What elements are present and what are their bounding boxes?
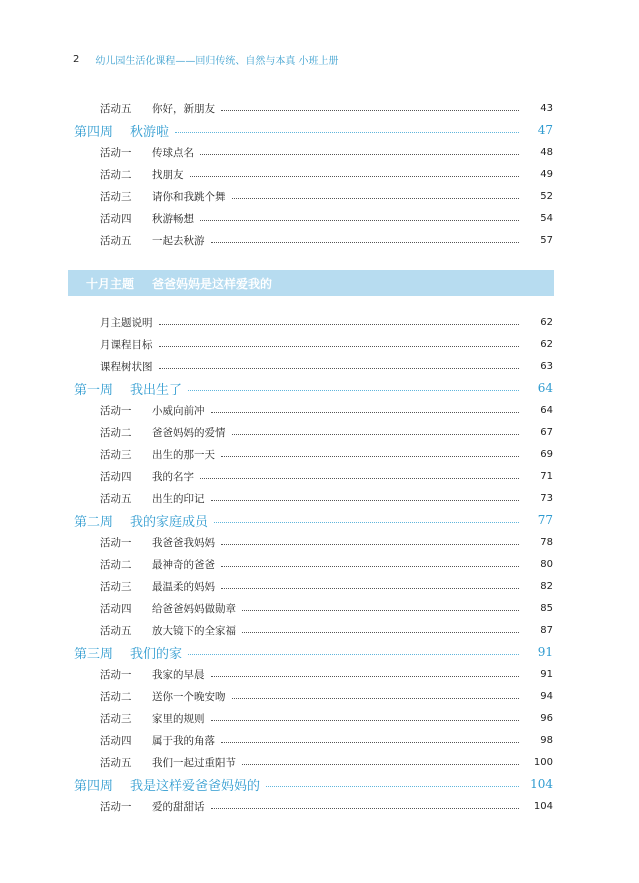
toc-week-entry — [0, 643, 639, 661]
leader-dots — [211, 242, 520, 243]
entry-page-number: 43 — [540, 102, 553, 114]
entry-title: 我们一起过重阳节 — [152, 756, 236, 769]
leader-dots — [190, 176, 520, 177]
entry-title: 最神奇的爸爸 — [152, 558, 215, 571]
toc-activity-entry — [0, 401, 639, 419]
toc-activity-entry — [0, 555, 639, 573]
entry-title: 家里的规则 — [152, 712, 205, 725]
entry-page-number: 62 — [540, 338, 553, 350]
entry-title: 我是这样爱爸爸妈妈的 — [130, 778, 261, 794]
leader-dots — [200, 154, 519, 155]
entry-page-number: 57 — [540, 234, 553, 246]
leader-dots — [211, 500, 520, 501]
entry-page-number: 87 — [540, 624, 553, 636]
toc-activity-entry — [0, 621, 639, 639]
toc-activity-entry — [0, 467, 639, 485]
entry-label: 活动二 — [100, 426, 132, 439]
entry-title: 最温柔的妈妈 — [152, 580, 215, 593]
entry-label: 活动二 — [100, 558, 132, 571]
toc-section-entry — [0, 335, 639, 353]
entry-title: 出生的那一天 — [152, 448, 215, 461]
leader-dots — [175, 132, 519, 133]
entry-label: 活动四 — [100, 470, 132, 483]
leader-dots — [221, 566, 519, 567]
entry-page-number: 47 — [537, 123, 553, 137]
leader-dots — [211, 412, 520, 413]
toc-activity-entry — [0, 599, 639, 617]
toc-activity-entry — [0, 165, 639, 183]
leader-dots — [221, 742, 519, 743]
toc-activity-entry — [0, 577, 639, 595]
entry-label: 第三周 — [74, 646, 114, 662]
toc-activity-entry — [0, 445, 639, 463]
leader-dots — [200, 220, 519, 221]
entry-page-number: 63 — [540, 360, 553, 372]
entry-label: 活动二 — [100, 168, 132, 181]
toc-week-entry — [0, 379, 639, 397]
entry-label: 活动三 — [100, 580, 132, 593]
entry-label: 活动一 — [100, 536, 132, 549]
leader-dots — [232, 434, 520, 435]
toc-section-entry — [0, 357, 639, 375]
entry-page-number: 52 — [540, 190, 553, 202]
entry-label: 活动一 — [100, 404, 132, 417]
leader-dots — [221, 110, 519, 111]
theme-banner — [68, 270, 554, 296]
toc-section-entry — [0, 313, 639, 331]
toc-activity-entry — [0, 665, 639, 683]
leader-dots — [159, 346, 520, 347]
entry-label: 活动四 — [100, 734, 132, 747]
entry-label: 活动四 — [100, 212, 132, 225]
entry-title: 爸爸妈妈的爱情 — [152, 426, 226, 439]
entry-title: 小威向前冲 — [152, 404, 205, 417]
entry-title: 秋游畅想 — [152, 212, 194, 225]
page-number: 2 — [73, 53, 80, 65]
leader-dots — [221, 588, 519, 589]
toc-activity-entry — [0, 423, 639, 441]
toc-activity-entry — [0, 797, 639, 815]
entry-label: 活动一 — [100, 146, 132, 159]
toc-week-entry — [0, 511, 639, 529]
entry-label: 活动一 — [100, 668, 132, 681]
toc-activity-entry — [0, 731, 639, 749]
toc-activity-entry — [0, 187, 639, 205]
entry-page-number: 100 — [533, 756, 553, 768]
entry-label: 活动五 — [100, 492, 132, 505]
entry-title: 我的家庭成员 — [130, 514, 209, 530]
leader-dots — [242, 610, 519, 611]
entry-title: 给爸爸妈妈做勋章 — [152, 602, 236, 615]
toc-activity-entry — [0, 209, 639, 227]
entry-label: 活动五 — [100, 756, 132, 769]
entry-title: 爱的甜甜话 — [152, 800, 205, 813]
entry-label: 第四周 — [74, 778, 114, 794]
book-title: 幼儿园生活化课程——回归传统、自然与本真 小班上册 — [95, 55, 339, 67]
leader-dots — [232, 698, 520, 699]
entry-title: 我的名字 — [152, 470, 194, 483]
entry-label: 活动二 — [100, 690, 132, 703]
entry-page-number: 104 — [533, 800, 553, 812]
toc-activity-entry — [0, 489, 639, 507]
entry-page-number: 94 — [540, 690, 553, 702]
entry-label: 活动五 — [100, 234, 132, 247]
leader-dots — [221, 544, 519, 545]
toc-activity-entry — [0, 687, 639, 705]
entry-page-number: 91 — [540, 668, 553, 680]
entry-title: 放大镜下的全家福 — [152, 624, 236, 637]
entry-page-number: 98 — [540, 734, 553, 746]
entry-title: 属于我的角落 — [152, 734, 215, 747]
entry-title: 传球点名 — [152, 146, 194, 159]
entry-page-number: 77 — [537, 513, 553, 527]
leader-dots — [242, 764, 519, 765]
entry-page-number: 91 — [537, 645, 553, 659]
toc-activity-entry — [0, 99, 639, 117]
entry-label: 活动一 — [100, 800, 132, 813]
entry-page-number: 96 — [540, 712, 553, 724]
leader-dots — [159, 324, 520, 325]
entry-title: 一起去秋游 — [152, 234, 205, 247]
leader-dots — [211, 808, 520, 809]
leader-dots — [159, 368, 520, 369]
leader-dots — [211, 720, 520, 721]
toc-activity-entry — [0, 533, 639, 551]
entry-page-number: 67 — [540, 426, 553, 438]
entry-label: 活动五 — [100, 624, 132, 637]
toc-activity-entry — [0, 143, 639, 161]
theme-label: 十月主题 — [86, 276, 135, 291]
entry-title: 出生的印记 — [152, 492, 205, 505]
toc-week-entry — [0, 121, 639, 139]
theme-title: 爸爸妈妈是这样爱我的 — [152, 276, 273, 291]
entry-title: 我爸爸我妈妈 — [152, 536, 215, 549]
running-header — [73, 51, 339, 67]
entry-title: 请你和我跳个舞 — [152, 190, 226, 203]
entry-page-number: 49 — [540, 168, 553, 180]
entry-page-number: 73 — [540, 492, 553, 504]
entry-title: 你好，新朋友 — [152, 102, 215, 115]
entry-title: 月主题说明 — [100, 316, 153, 329]
toc-activity-entry — [0, 231, 639, 249]
entry-label: 第四周 — [74, 124, 114, 140]
toc-activity-entry — [0, 709, 639, 727]
leader-dots — [266, 786, 519, 787]
entry-label: 第一周 — [74, 382, 114, 398]
leader-dots — [188, 654, 519, 655]
leader-dots — [242, 632, 519, 633]
entry-label: 活动四 — [100, 602, 132, 615]
entry-page-number: 104 — [530, 777, 553, 791]
entry-title: 送你一个晚安吻 — [152, 690, 226, 703]
entry-title: 我家的早晨 — [152, 668, 205, 681]
leader-dots — [214, 522, 519, 523]
entry-page-number: 85 — [540, 602, 553, 614]
entry-title: 课程树状图 — [100, 360, 153, 373]
entry-page-number: 64 — [537, 381, 553, 395]
entry-title: 月课程目标 — [100, 338, 153, 351]
leader-dots — [188, 390, 519, 391]
entry-page-number: 80 — [540, 558, 553, 570]
entry-page-number: 54 — [540, 212, 553, 224]
entry-page-number: 64 — [540, 404, 553, 416]
leader-dots — [200, 478, 519, 479]
entry-page-number: 71 — [540, 470, 553, 482]
entry-page-number: 62 — [540, 316, 553, 328]
entry-label: 活动三 — [100, 448, 132, 461]
toc-week-entry — [0, 775, 639, 793]
entry-page-number: 82 — [540, 580, 553, 592]
entry-title: 找朋友 — [152, 168, 184, 181]
entry-title: 我出生了 — [130, 382, 183, 398]
entry-page-number: 69 — [540, 448, 553, 460]
entry-title: 我们的家 — [130, 646, 183, 662]
entry-label: 第二周 — [74, 514, 114, 530]
leader-dots — [232, 198, 520, 199]
entry-page-number: 48 — [540, 146, 553, 158]
entry-label: 活动三 — [100, 190, 132, 203]
entry-page-number: 78 — [540, 536, 553, 548]
entry-title: 秋游啦 — [130, 124, 170, 140]
entry-label: 活动五 — [100, 102, 132, 115]
entry-label: 活动三 — [100, 712, 132, 725]
leader-dots — [211, 676, 520, 677]
leader-dots — [221, 456, 519, 457]
toc-activity-entry — [0, 753, 639, 771]
